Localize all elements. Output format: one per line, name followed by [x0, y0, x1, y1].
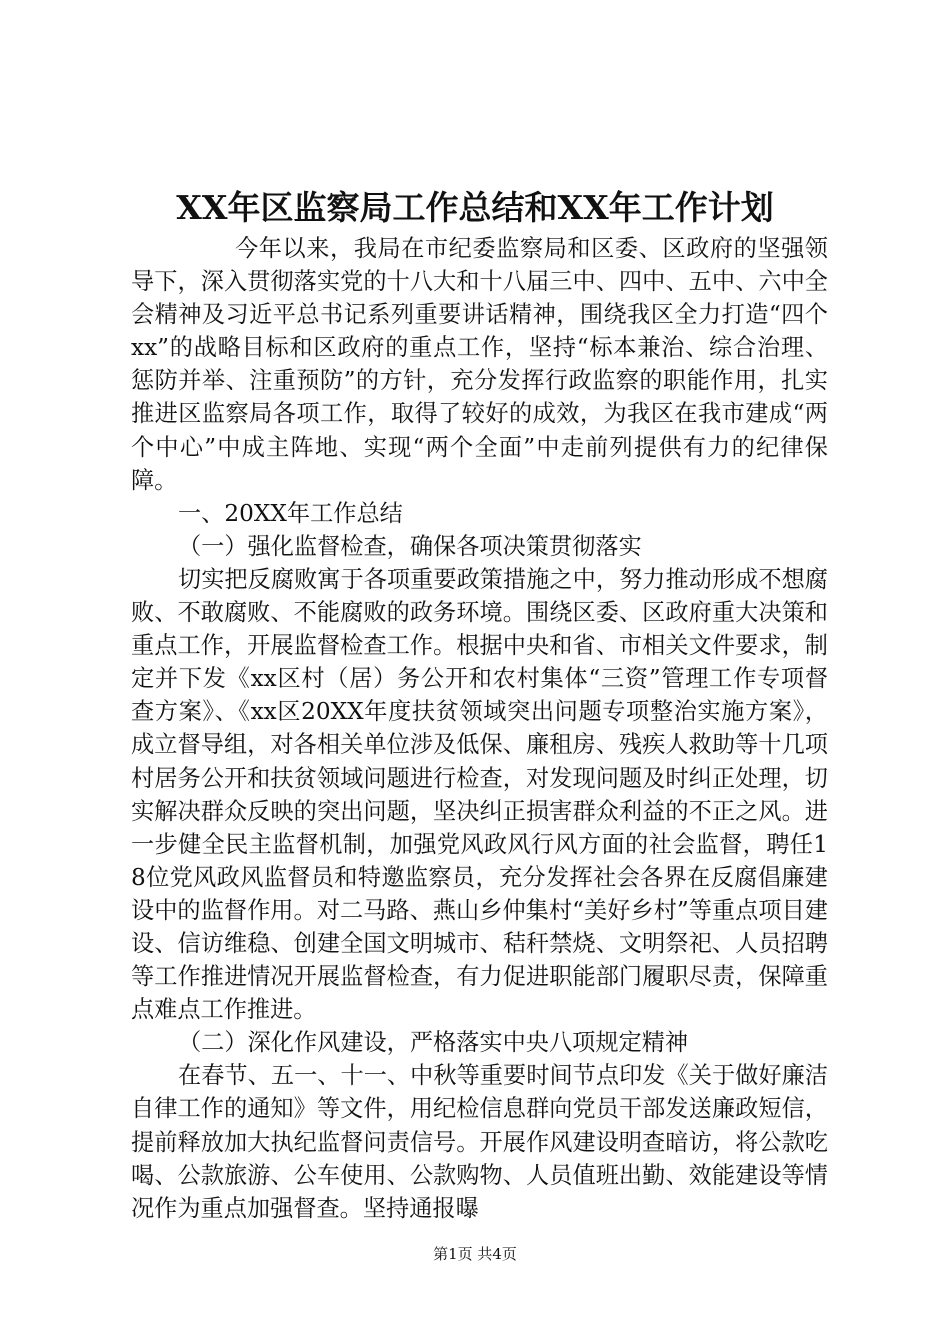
paragraph-intro: 今年以来，我局在市纪委监察局和区委、区政府的坚强领导下，深入贯彻落实党的十八大和十八届三中、四中、五中、六中全会精神及习近平总书记系列重要讲话精神，围绕我区全力打造“四个xx”的战略目标和区政府的重点工作，坚持“标本兼治、综合治理、惩防并举、注重预防”的方针，充分发挥行政监察的职能作用，扎实推进区监察局各项工作，取得了较好的成效，为我区在我市建成“两个中心”中成主阵地、实现“两个全面”中走前列提供有力的纪律保障。 — [131, 235, 828, 494]
subsection-heading-2: （二）深化作风建设，严格落实中央八项规定精神 — [178, 1029, 689, 1057]
subsection-heading-1: （一）强化监督检查，确保各项决策贯彻落实 — [178, 532, 642, 560]
page-number-footer: 第1页 共4页 — [433, 1245, 517, 1263]
document-title: XX年区监察局工作总结和XX年工作计划 — [176, 188, 774, 227]
paragraph-supervision: 切实把反腐败寓于各项重要政策措施之中，努力推动形成不想腐败、不敢腐败、不能腐败的政务环境。围绕区委、区政府重大决策和重点工作，开展监督检查工作。根据中央和省、市相关文件要求，制定并下发《xx区村（居）务公开和农村集体“三资”管理工作专项督查方案》、《xx区20XX年度扶贫领域突出问题专项整治实施方案》，成立督导组，对各相关单位涉及低保、廉租房、残疾人救助等十几项村居务公开和扶贫领域问题进行检查，对发现问题及时纠正处理，切实解决群众反映的突出问题，坚决纠正损害群众利益的不正之风。进一步健全民主监督机制，加强党风政风行风方面的社会监督，聘任18位党风政风监督员和特邀监察员，充分发挥社会各界在反腐倡廉建设中的监督作用。对二马路、燕山乡仲集村“美好乡村”等重点项目建设、信访维稳、创建全国文明城市、秸秆禁烧、文明祭祀、人员招聘等工作推进情况开展监督检查，有力促进职能部门履职尽责，保障重点难点工作推进。 — [131, 565, 828, 1024]
document-body — [131, 232, 828, 1225]
section-heading-summary: 一、20XX年工作总结 — [178, 499, 403, 527]
paragraph-conduct: 在春节、五一、十一、中秋等重要时间节点印发《关于做好廉洁自律工作的通知》等文件，用纪检信息群向党员干部发送廉政短信，提前释放加大执纪监督问责信号。开展作风建设明查暗访，将公款吃喝、公款旅游、公车使用、公款购物、人员值班出勤、效能建设等情况作为重点加强督查。坚持通报曝 — [131, 1062, 828, 1222]
